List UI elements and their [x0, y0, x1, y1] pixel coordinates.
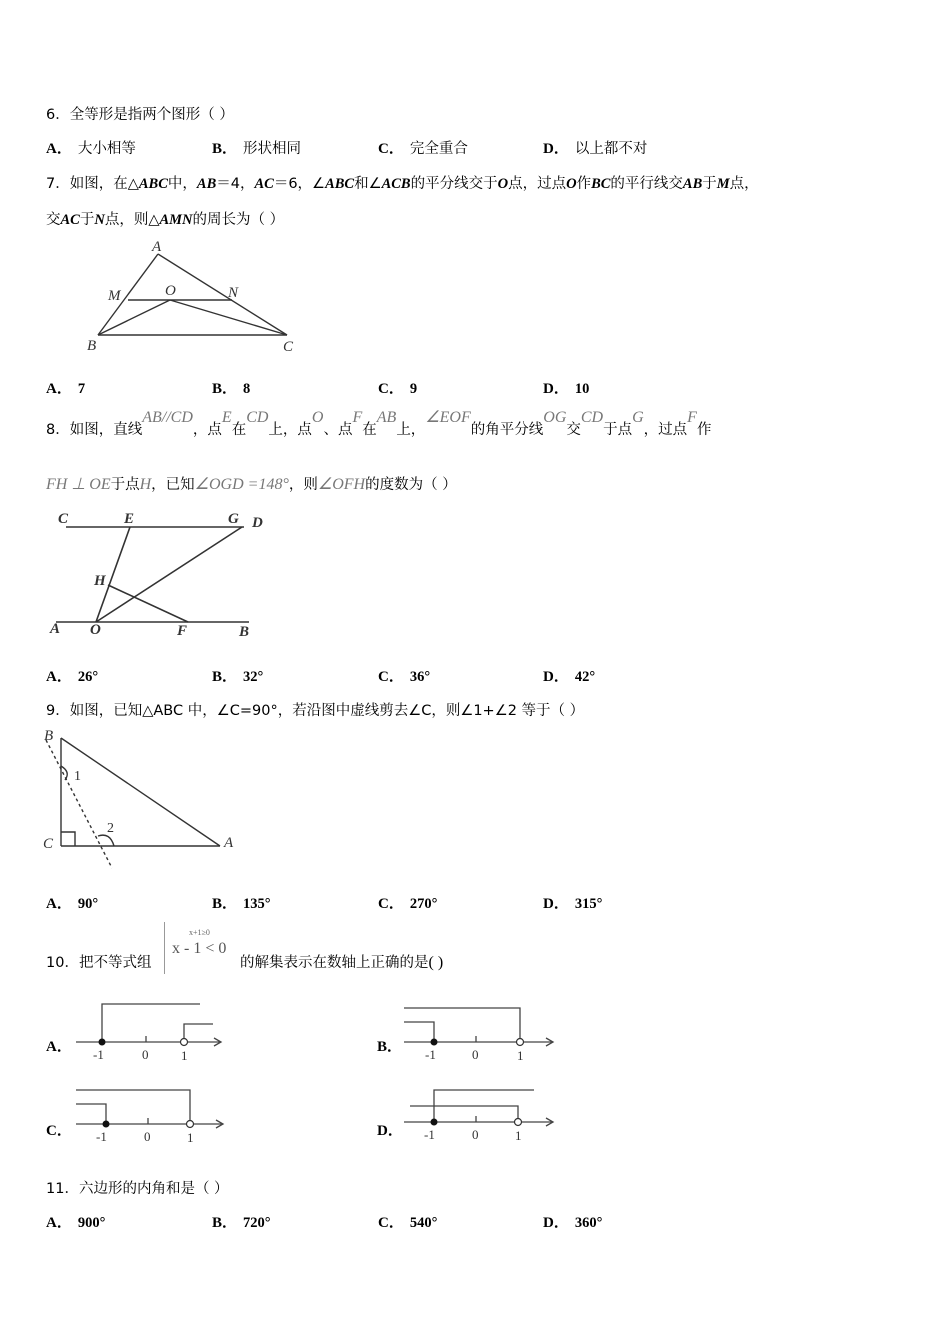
tick-0: 0 — [144, 1129, 151, 1144]
q8-label-a: A — [50, 621, 61, 637]
q11-option-b: B． 720° — [212, 1215, 271, 1231]
q7-option-d: D． 10 — [543, 381, 590, 397]
q6-option-d: D． 以上都不对 — [543, 141, 648, 157]
q10-system-top: x+1≥0 — [189, 928, 210, 937]
q6-option-c: C． 完全重合 — [378, 141, 468, 157]
q8-option-c: C． 36° — [378, 669, 431, 685]
q9-angle-1-label: 1 — [74, 769, 81, 784]
tick-minus1: -1 — [96, 1129, 107, 1144]
q8-label-h: H — [94, 573, 106, 589]
q9-right-triangle-figure — [40, 728, 250, 873]
q7-stem-line2: 交AC于N点，则△AMN的周长为（ ） — [46, 212, 285, 228]
q8-stem-line2: FH ⊥ OE于点H，已知∠OGD =148°，则∠OFH的度数为（ ） — [46, 476, 457, 493]
q8-label-d: D — [252, 515, 263, 531]
q8-label-b: B — [239, 624, 250, 640]
q7-label-c: C — [283, 339, 294, 355]
q9-stem: 9．如图，已知△ABC 中，∠C=90°，若沿图中虚线剪去∠C，则∠1+∠2 等于（ ） — [46, 703, 585, 719]
q10-number-line-d — [400, 1080, 560, 1150]
q10-option-c: C． — [46, 1123, 72, 1139]
q9-option-c: C． 270° — [378, 896, 438, 912]
tick-1: 1 — [517, 1048, 524, 1063]
q9-angle-2-label: 2 — [107, 821, 114, 836]
q7-label-m: M — [108, 288, 121, 304]
q8-option-b: B． 32° — [212, 669, 264, 685]
q9-label-a: A — [224, 835, 234, 851]
tick-1: 1 — [515, 1128, 522, 1143]
q10-number-line-b — [400, 1000, 560, 1070]
q10-number-line-c — [72, 1082, 232, 1152]
q8-stem-line1: 8．如图，直线AB//CD，点E在CD上，点O、点F在AB上，∠EOF的角平分线OG交CD于点G，过点F作 — [46, 409, 712, 438]
q10-option-d: D． — [377, 1123, 403, 1139]
q7-option-c: C． 9 — [378, 381, 418, 397]
q7-label-n: N — [228, 285, 239, 301]
q10-option-a: A． — [46, 1039, 72, 1055]
q11-option-a: A． 900° — [46, 1215, 106, 1231]
q8-label-c: C — [58, 511, 69, 527]
q7-triangle-figure — [80, 238, 310, 358]
q11-stem: 11．六边形的内角和是（ ） — [46, 1181, 229, 1197]
q9-label-c: C — [43, 836, 54, 852]
q8-option-d: D． 42° — [543, 669, 596, 685]
q8-label-e: E — [124, 511, 135, 527]
q8-label-f: F — [177, 623, 188, 639]
tick-minus1: -1 — [425, 1047, 436, 1062]
tick-1: 1 — [181, 1048, 188, 1063]
q7-label-o: O — [165, 283, 176, 299]
q7-label-a: A — [152, 239, 162, 255]
q10-number-line-a — [72, 1000, 232, 1070]
tick-1: 1 — [187, 1130, 194, 1145]
tick-minus1: -1 — [424, 1127, 435, 1142]
q9-option-a: A． 90° — [46, 896, 99, 912]
q11-option-d: D． 360° — [543, 1215, 603, 1231]
tick-0: 0 — [472, 1127, 479, 1142]
q8-label-o: O — [90, 622, 101, 638]
q10-inequality-system — [164, 922, 237, 974]
q6-stem: 6．全等形是指两个图形（ ） — [46, 107, 234, 123]
tick-minus1: -1 — [93, 1047, 104, 1062]
q11-option-c: C． 540° — [378, 1215, 438, 1231]
q9-label-b: B — [44, 728, 54, 744]
q6-option-b: B． 形状相同 — [212, 141, 302, 157]
q7-label-b: B — [87, 338, 97, 354]
q7-option-a: A． 7 — [46, 381, 86, 397]
tick-0: 0 — [472, 1047, 479, 1062]
q7-option-b: B． 8 — [212, 381, 251, 397]
q9-option-b: B． 135° — [212, 896, 271, 912]
q10-system-bottom: x - 1 < 0 — [172, 940, 227, 957]
q8-parallel-lines-figure — [46, 505, 276, 645]
tick-0: 0 — [142, 1047, 149, 1062]
q8-option-a: A． 26° — [46, 669, 99, 685]
q6-option-a: A． 大小相等 — [46, 141, 136, 157]
q7-stem-line1: 7．如图，在△ABC中，AB＝4，AC＝6，∠ABC和∠ACB的平分线交于O点，过点O作BC的平行线交AB于M点， — [46, 176, 759, 192]
q8-label-g: G — [228, 511, 239, 527]
q9-option-d: D． 315° — [543, 896, 603, 912]
q10-option-b: B． — [377, 1039, 403, 1055]
q10-prefix: 10．把不等式组 — [46, 955, 152, 971]
q10-suffix: 的解集表示在数轴上正确的是( ) — [240, 954, 444, 971]
